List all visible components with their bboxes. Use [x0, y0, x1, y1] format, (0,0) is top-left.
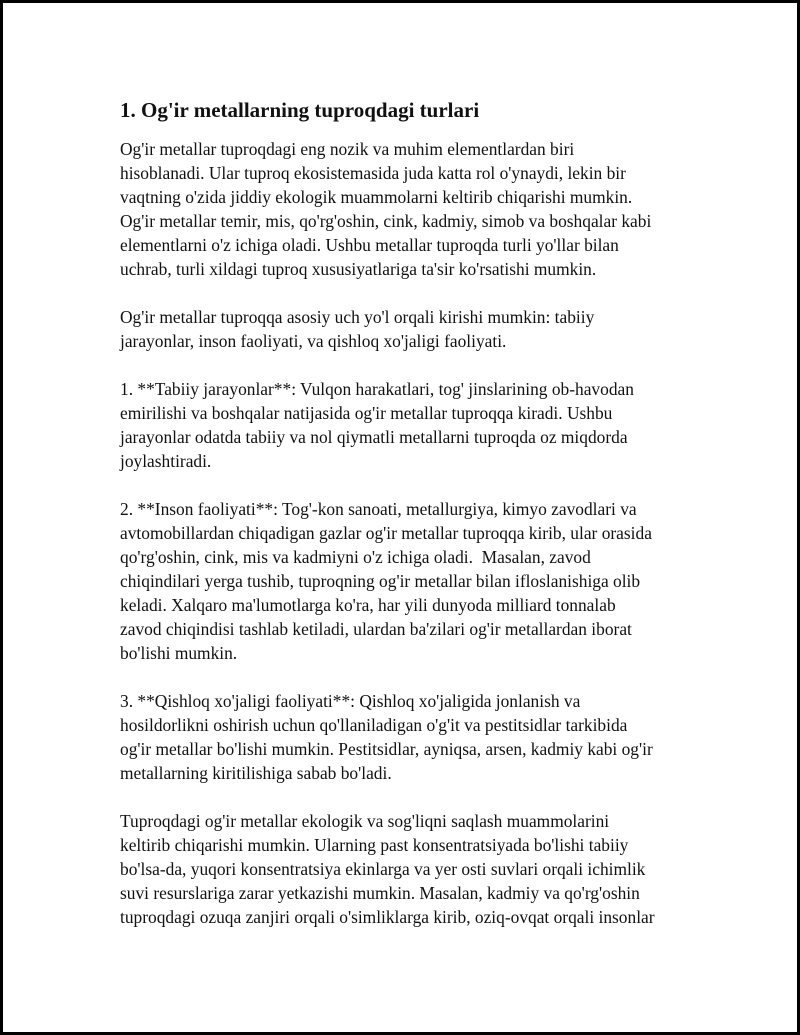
- text-line: Tuproqdagi og'ir metallar ekologik va sog'liqni saqlash muammolarini: [120, 811, 610, 831]
- text-line: uchrab, turli xildagi tuproq xususiyatlariga ta'sir ko'rsatishi mumkin.: [120, 259, 597, 279]
- text-line: hosildorlikni oshirish uchun qo'llaniladigan o'g'it va pestitsidlar tarkibida: [120, 715, 628, 735]
- text-line: chiqindilari yerga tushib, tuproqning og'ir metallar bilan ifloslanishiga olib: [120, 571, 641, 591]
- text-line: Og'ir metallar tuproqqa asosiy uch yo'l orqali kirishi mumkin: tabiiy: [120, 307, 595, 327]
- text-line: jarayonlar, inson faoliyati, va qishloq xo'jaligi faoliyati.: [120, 331, 507, 351]
- text-line: avtomobillardan chiqadigan gazlar og'ir metallar tuproqqa kirib, ular orasida: [120, 523, 652, 543]
- text-line: bo'lsa-da, yuqori konsentratsiya ekinlarga va yer osti suvlari orqali ichimlik: [120, 859, 646, 879]
- text-line: keltirib chiqarishi mumkin. Ularning past konsentratsiyada bo'lishi tabiiy: [120, 835, 629, 855]
- text-line: og'ir metallar bo'lishi mumkin. Pestitsidlar, ayniqsa, arsen, kadmiy kabi og'ir: [120, 739, 653, 759]
- text-line: 2. **Inson faoliyati**: Tog'-kon sanoati, metallurgiya, kimyo zavodlari va: [120, 499, 637, 519]
- text-line: bo'lishi mumkin.: [120, 643, 238, 663]
- paragraph-natural-processes: [120, 377, 695, 473]
- text-line: vaqtning o'zida jiddiy ekologik muammolarni keltirib chiqarishi mumkin.: [120, 187, 633, 207]
- section-heading: 1. Og'ir metallarning tuproqdagi turlari: [120, 98, 480, 122]
- text-line: qo'rg'oshin, cink, mis va kadmiyni o'z ichiga oladi. Masalan, zavod: [120, 547, 591, 567]
- text-line: metallarning kiritilishiga sabab bo'ladi.: [120, 763, 392, 783]
- text-line: elementlarni o'z ichiga oladi. Ushbu metallar tuproqda turli yo'llar bilan: [120, 235, 619, 255]
- text-line: 3. **Qishloq xo'jaligi faoliyati**: Qishloq xo'jaligida jonlanish va: [120, 691, 581, 711]
- text-line: keladi. Xalqaro ma'lumotlarga ko'ra, har yili dunyoda milliard tonnalab: [120, 595, 616, 615]
- paragraph-consequences: [120, 809, 695, 929]
- text-line: jarayonlar odatda tabiiy va nol qiymatli metallarni tuproqda oz miqdorda: [120, 427, 628, 447]
- text-line: Og'ir metallar tuproqdagi eng nozik va muhim elementlardan biri: [120, 139, 575, 159]
- text-line: zavod chiqindisi tashlab ketiladi, ulardan ba'zilari og'ir metallardan iborat: [120, 619, 632, 639]
- text-line: emirilishi va boshqalar natijasida og'ir metallar tuproqqa kiradi. Ushbu: [120, 403, 613, 423]
- paragraph-pathways: [120, 305, 695, 353]
- text-line: tuproqdagi ozuqa zanjiri orqali o'simliklarga kirib, oziq-ovqat orqali insonlar: [120, 907, 655, 927]
- paragraph-human-activity: [120, 497, 695, 665]
- text-line: suvi resurslariga zarar yetkazishi mumkin. Masalan, kadmiy va qo'rg'oshin: [120, 883, 640, 903]
- paragraph-agriculture: [120, 689, 695, 785]
- text-line: joylashtiradi.: [120, 451, 212, 471]
- text-line: Og'ir metallar temir, mis, qo'rg'oshin, cink, kadmiy, simob va boshqalar kabi: [120, 211, 652, 231]
- paragraph-intro: [120, 137, 695, 281]
- document-body: [120, 97, 695, 953]
- text-line: hisoblanadi. Ular tuproq ekosistemasida juda katta rol o'ynaydi, lekin bir: [120, 163, 626, 183]
- text-line: 1. **Tabiiy jarayonlar**: Vulqon harakatlari, tog' jinslarining ob-havodan: [120, 379, 634, 399]
